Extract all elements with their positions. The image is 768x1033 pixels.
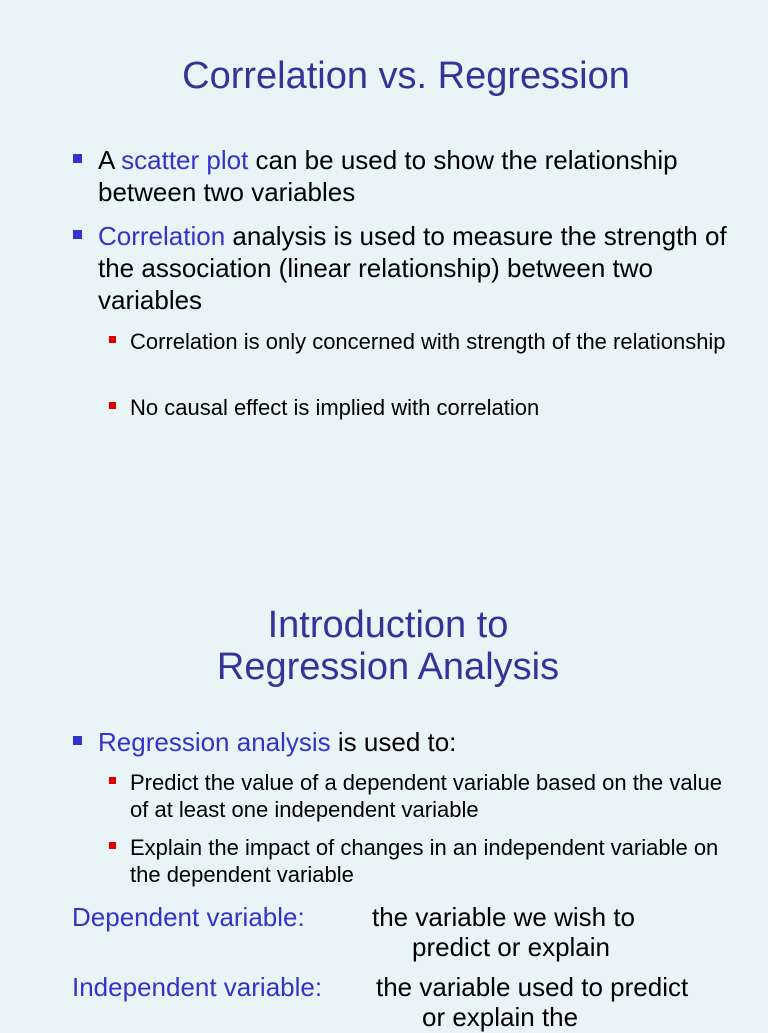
sub-bullet-text: No causal effect is implied with correlation (130, 395, 540, 420)
sub-bullet-explain (130, 834, 730, 888)
red-square-bullet-icon (109, 842, 116, 849)
square-bullet-icon (73, 230, 82, 239)
term-correlation: Correlation (98, 221, 226, 251)
definition-text-line-2: or explain the (422, 1002, 579, 1032)
slide-title-line-1: Introduction to (267, 604, 509, 646)
definition-text-line-2: predict or explain (412, 932, 610, 962)
red-square-bullet-icon (109, 336, 116, 343)
definition-term: Dependent variable: (72, 902, 305, 932)
bullet-scatter-plot (98, 144, 738, 208)
bullet-text: is used to: (330, 727, 457, 757)
red-square-bullet-icon (109, 777, 116, 784)
slide-correlation-vs-regression (0, 0, 768, 512)
slide-intro-regression (0, 512, 768, 1032)
definition-text-line-1: the variable used to predict (376, 972, 689, 1002)
bullet-text: can be used to show the relationship between two variables (98, 145, 678, 207)
bullet-correlation-analysis (98, 220, 738, 316)
bullet-text-prefix: A (98, 145, 122, 175)
sub-bullet-no-causal (130, 394, 730, 421)
slide-title-line-2: Regression Analysis (216, 646, 560, 688)
sub-bullet-text: Predict the value of a dependent variable based on the value of at least one independent variable (130, 770, 722, 822)
definition-text-line-1: the variable we wish to (372, 902, 636, 932)
definition-term: Independent variable: (72, 972, 323, 1002)
square-bullet-icon (73, 154, 82, 163)
slide-title (4, 604, 768, 688)
term-regression-analysis: Regression analysis (98, 727, 331, 757)
sub-bullet-strength (130, 328, 730, 355)
square-bullet-icon (73, 736, 82, 745)
sub-bullet-text: Explain the impact of changes in an independent variable on the dependent variable (130, 835, 719, 887)
bullet-text: analysis is used to measure the strength of the association (linear relationship) between two variables (98, 221, 727, 315)
term-scatter-plot: scatter plot (121, 145, 249, 175)
bullet-regression-analysis (98, 726, 738, 758)
red-square-bullet-icon (109, 402, 116, 409)
sub-bullet-text: Correlation is only concerned with strength of the relationship (130, 329, 726, 354)
sub-bullet-predict (130, 769, 730, 823)
slide-title: Correlation vs. Regression (182, 55, 630, 97)
